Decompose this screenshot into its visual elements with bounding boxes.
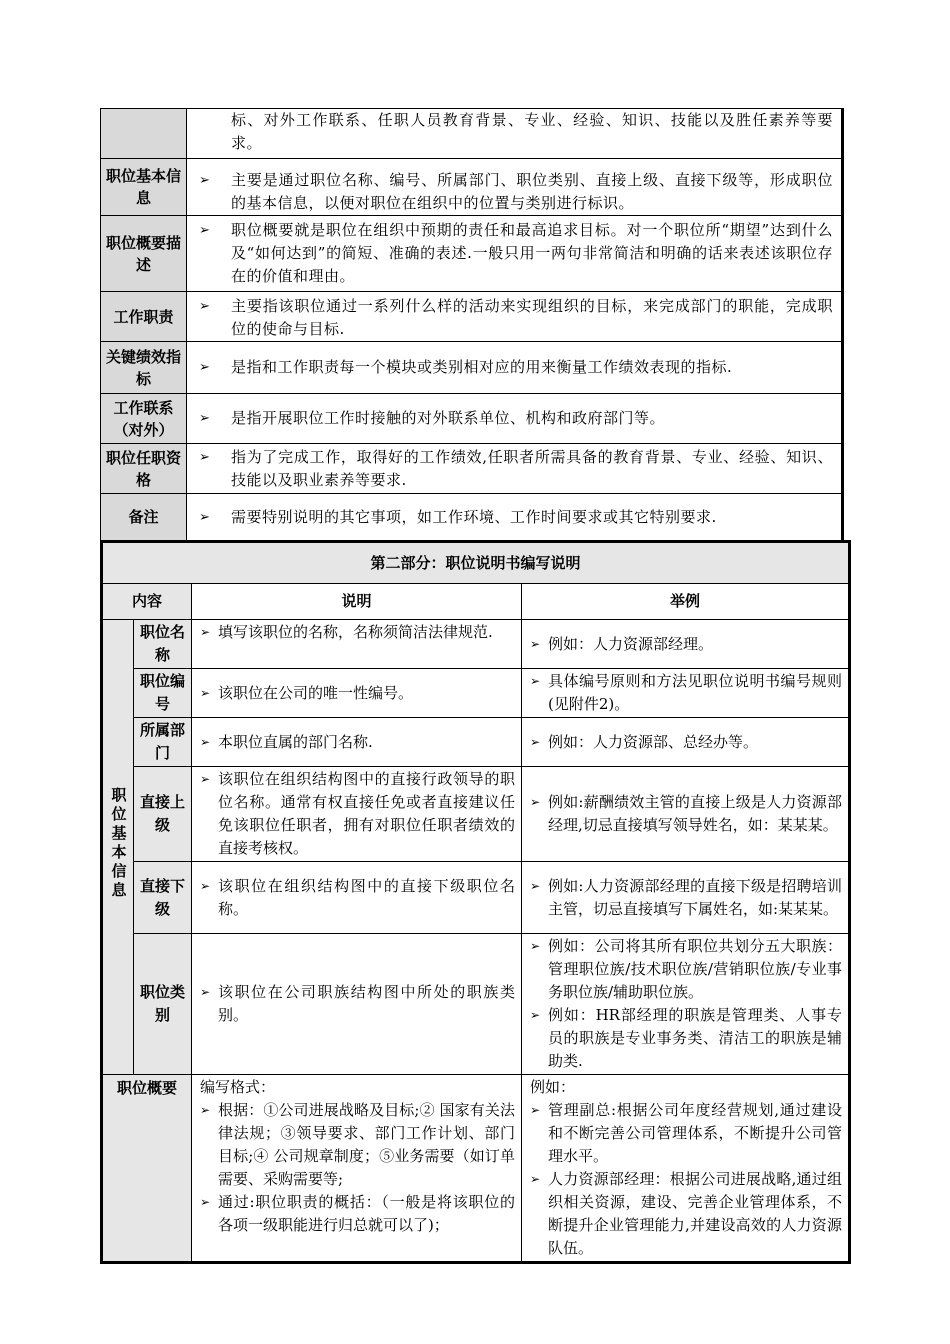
- bullet-icon: ➢: [199, 360, 210, 375]
- bullet-icon: ➢: [199, 411, 210, 426]
- bullet-icon: ➢: [200, 985, 211, 999]
- table-row: [102, 934, 850, 1075]
- example-cell: ➢ 例如：人力资源部、总经办等。: [522, 718, 850, 767]
- explain-cell: ➢ 本职位直属的部门名称.: [192, 718, 522, 767]
- bullet-icon: ➢: [530, 795, 541, 809]
- row-label: 职位类别: [134, 934, 192, 1075]
- bullet-icon: ➢: [199, 450, 210, 465]
- row-label: 职位编号: [134, 669, 192, 718]
- col-header-example: 举例: [522, 584, 850, 620]
- table-row: [101, 159, 843, 216]
- bullet-icon: ➢: [200, 878, 211, 893]
- table-row: [101, 109, 843, 159]
- example-cell: 例如： ➢ 管理副总:根据公司年度经营规划,通过建设和不断完善公司管理体系，不断提升公司管理水平。 ➢ 人力资源部经理：根据公司进展战略,通过组织相关资源，建设、完善企业管理体系，不断提升企业管理能力,并建设高效的人力资源队伍。: [522, 1075, 850, 1263]
- bullet-icon: ➢: [530, 636, 541, 651]
- table-row: [102, 1075, 850, 1263]
- explain-cell: ➢ 填写该职位的名称，名称须简洁法律规范.: [192, 620, 522, 669]
- row-description: ➢ 主要指该职位通过一系列什么样的活动来实现组织的目标，来完成部门的职能，完成职位的使命与目标.: [187, 292, 843, 342]
- row-description: ➢ 是指开展职位工作时接触的对外联系单位、机构和政府部门等。: [187, 394, 843, 444]
- bullet-icon: ➢: [200, 772, 211, 786]
- row-label: 职位任职资格: [101, 444, 187, 494]
- explain-cell: ➢ 该职位在公司的唯一性编号。: [192, 669, 522, 718]
- row-label: 工作联系（对外）: [101, 394, 187, 444]
- part2-table: [100, 540, 851, 1264]
- row-label: 职位名称: [134, 620, 192, 669]
- bullet-icon: ➢: [530, 1008, 541, 1022]
- table-row: [101, 292, 843, 342]
- row-label: 职位概要描述: [101, 216, 187, 292]
- example-cell: ➢ 例如：人力资源部经理。: [522, 620, 850, 669]
- col-header-explain: 说明: [192, 584, 522, 620]
- bullet-icon: ➢: [199, 173, 210, 188]
- table-row: [101, 216, 843, 292]
- header-row: [102, 584, 850, 620]
- bullet-icon: ➢: [199, 299, 210, 314]
- explain-head: 编写格式：: [200, 1078, 276, 1096]
- bullet-icon: ➢: [530, 939, 541, 953]
- row-label: [101, 109, 187, 159]
- table-row: [101, 394, 843, 444]
- bullet-icon: ➢: [200, 685, 211, 700]
- row-label: 职位概要: [102, 1075, 192, 1263]
- table-row: [102, 620, 850, 669]
- bullet-icon: ➢: [530, 734, 541, 749]
- group-label: 职位基本信息: [102, 620, 134, 1075]
- row-label: 所属部门: [134, 718, 192, 767]
- row-label: 职位基本信息: [101, 159, 187, 216]
- table-row: [101, 494, 843, 542]
- row-label: 工作职责: [101, 292, 187, 342]
- section-title-row: [102, 542, 850, 584]
- bullet-icon: ➢: [530, 878, 541, 893]
- row-description: ➢ 主要是通过职位名称、编号、所属部门、职位类别、直接上级、直接下级等，形成职位的基本信息，以便对职位在组织中的位置与类别进行标识。: [187, 159, 843, 216]
- row-label: 备注: [101, 494, 187, 542]
- bullet-icon: ➢: [200, 734, 211, 749]
- row-description: 标、对外工作联系、任职人员教育背景、专业、经验、知识、技能以及胜任素养等要求。: [187, 109, 843, 159]
- row-description: ➢ 指为了完成工作，取得好的工作绩效,任职者所需具备的教育背景、专业、经验、知识、技能以及职业素养等要求.: [187, 444, 843, 494]
- table-row: [101, 342, 843, 394]
- example-head: 例如：: [530, 1078, 576, 1096]
- row-label: 关键绩效指标: [101, 342, 187, 394]
- example-cell: ➢ 例如:人力资源部经理的直接下级是招聘培训主管，切忌直接填写下属姓名，如:某某某。: [522, 862, 850, 934]
- col-header-content: 内容: [102, 584, 192, 620]
- bullet-icon: ➢: [200, 1195, 211, 1209]
- section-title: 第二部分：职位说明书编写说明: [102, 542, 850, 584]
- table-row: [102, 669, 850, 718]
- row-description: ➢ 需要特别说明的其它事项，如工作环境、工作时间要求或其它特别要求.: [187, 494, 843, 542]
- explain-cell: ➢ 该职位在公司职族结构图中所处的职族类别。: [192, 934, 522, 1075]
- table-row: [102, 767, 850, 862]
- table-row: [101, 444, 843, 494]
- bullet-icon: ➢: [530, 674, 541, 688]
- example-cell: ➢ 具体编号原则和方法见职位说明书编号规则(见附件2)。: [522, 669, 850, 718]
- row-label: 直接上级: [134, 767, 192, 862]
- bullet-icon: ➢: [199, 223, 210, 238]
- row-description: ➢ 职位概要就是职位在组织中预期的责任和最高追求目标。对一个职位所“期望”达到什么及“如何达到”的简短、准确的表述.一般只用一两句非常简洁和明确的话来表述该职位存在的价值和理由。: [187, 216, 843, 292]
- explain-cell: ➢ 该职位在组织结构图中的直接行政领导的职位名称。通常有权直接任免或者直接建议任免该职位任职者，拥有对职位任职者绩效的直接考核权。: [192, 767, 522, 862]
- table-row: [102, 862, 850, 934]
- bullet-icon: ➢: [199, 509, 210, 525]
- explain-cell: ➢ 该职位在组织结构图中的直接下级职位名称。: [192, 862, 522, 934]
- bullet-icon: ➢: [530, 1172, 541, 1186]
- bullet-icon: ➢: [530, 1103, 541, 1117]
- explain-cell: 编写格式： ➢ 根据：①公司进展战略及目标;② 国家有关法律法规；③领导要求、部门工作计划、部门目标;④ 公司规章制度；⑤业务需要（如订单需要、采购需要等; ➢ 通过:职位职责的概括：（一般是将该职位的各项一级职能进行归总就可以了)；: [192, 1075, 522, 1263]
- table-row: [102, 718, 850, 767]
- row-description: ➢ 是指和工作职责每一个模块或类别相对应的用来衡量工作绩效表现的指标.: [187, 342, 843, 394]
- row-label: 直接下级: [134, 862, 192, 934]
- bullet-icon: ➢: [200, 625, 211, 639]
- example-cell: ➢ 例如：公司将其所有职位共划分五大职族：管理职位族/技术职位族/营销职位族/专业事务职位族/辅助职位族。 ➢ 例如：HR部经理的职族是管理类、人事专员的职族是专业事务类、清洁工的职族是辅助类.: [522, 934, 850, 1075]
- example-cell: ➢ 例如:薪酬绩效主管的直接上级是人力资源部经理,切忌直接填写领导姓名，如：某某某。: [522, 767, 850, 862]
- bullet-icon: ➢: [200, 1103, 211, 1117]
- part1-table: [100, 108, 844, 543]
